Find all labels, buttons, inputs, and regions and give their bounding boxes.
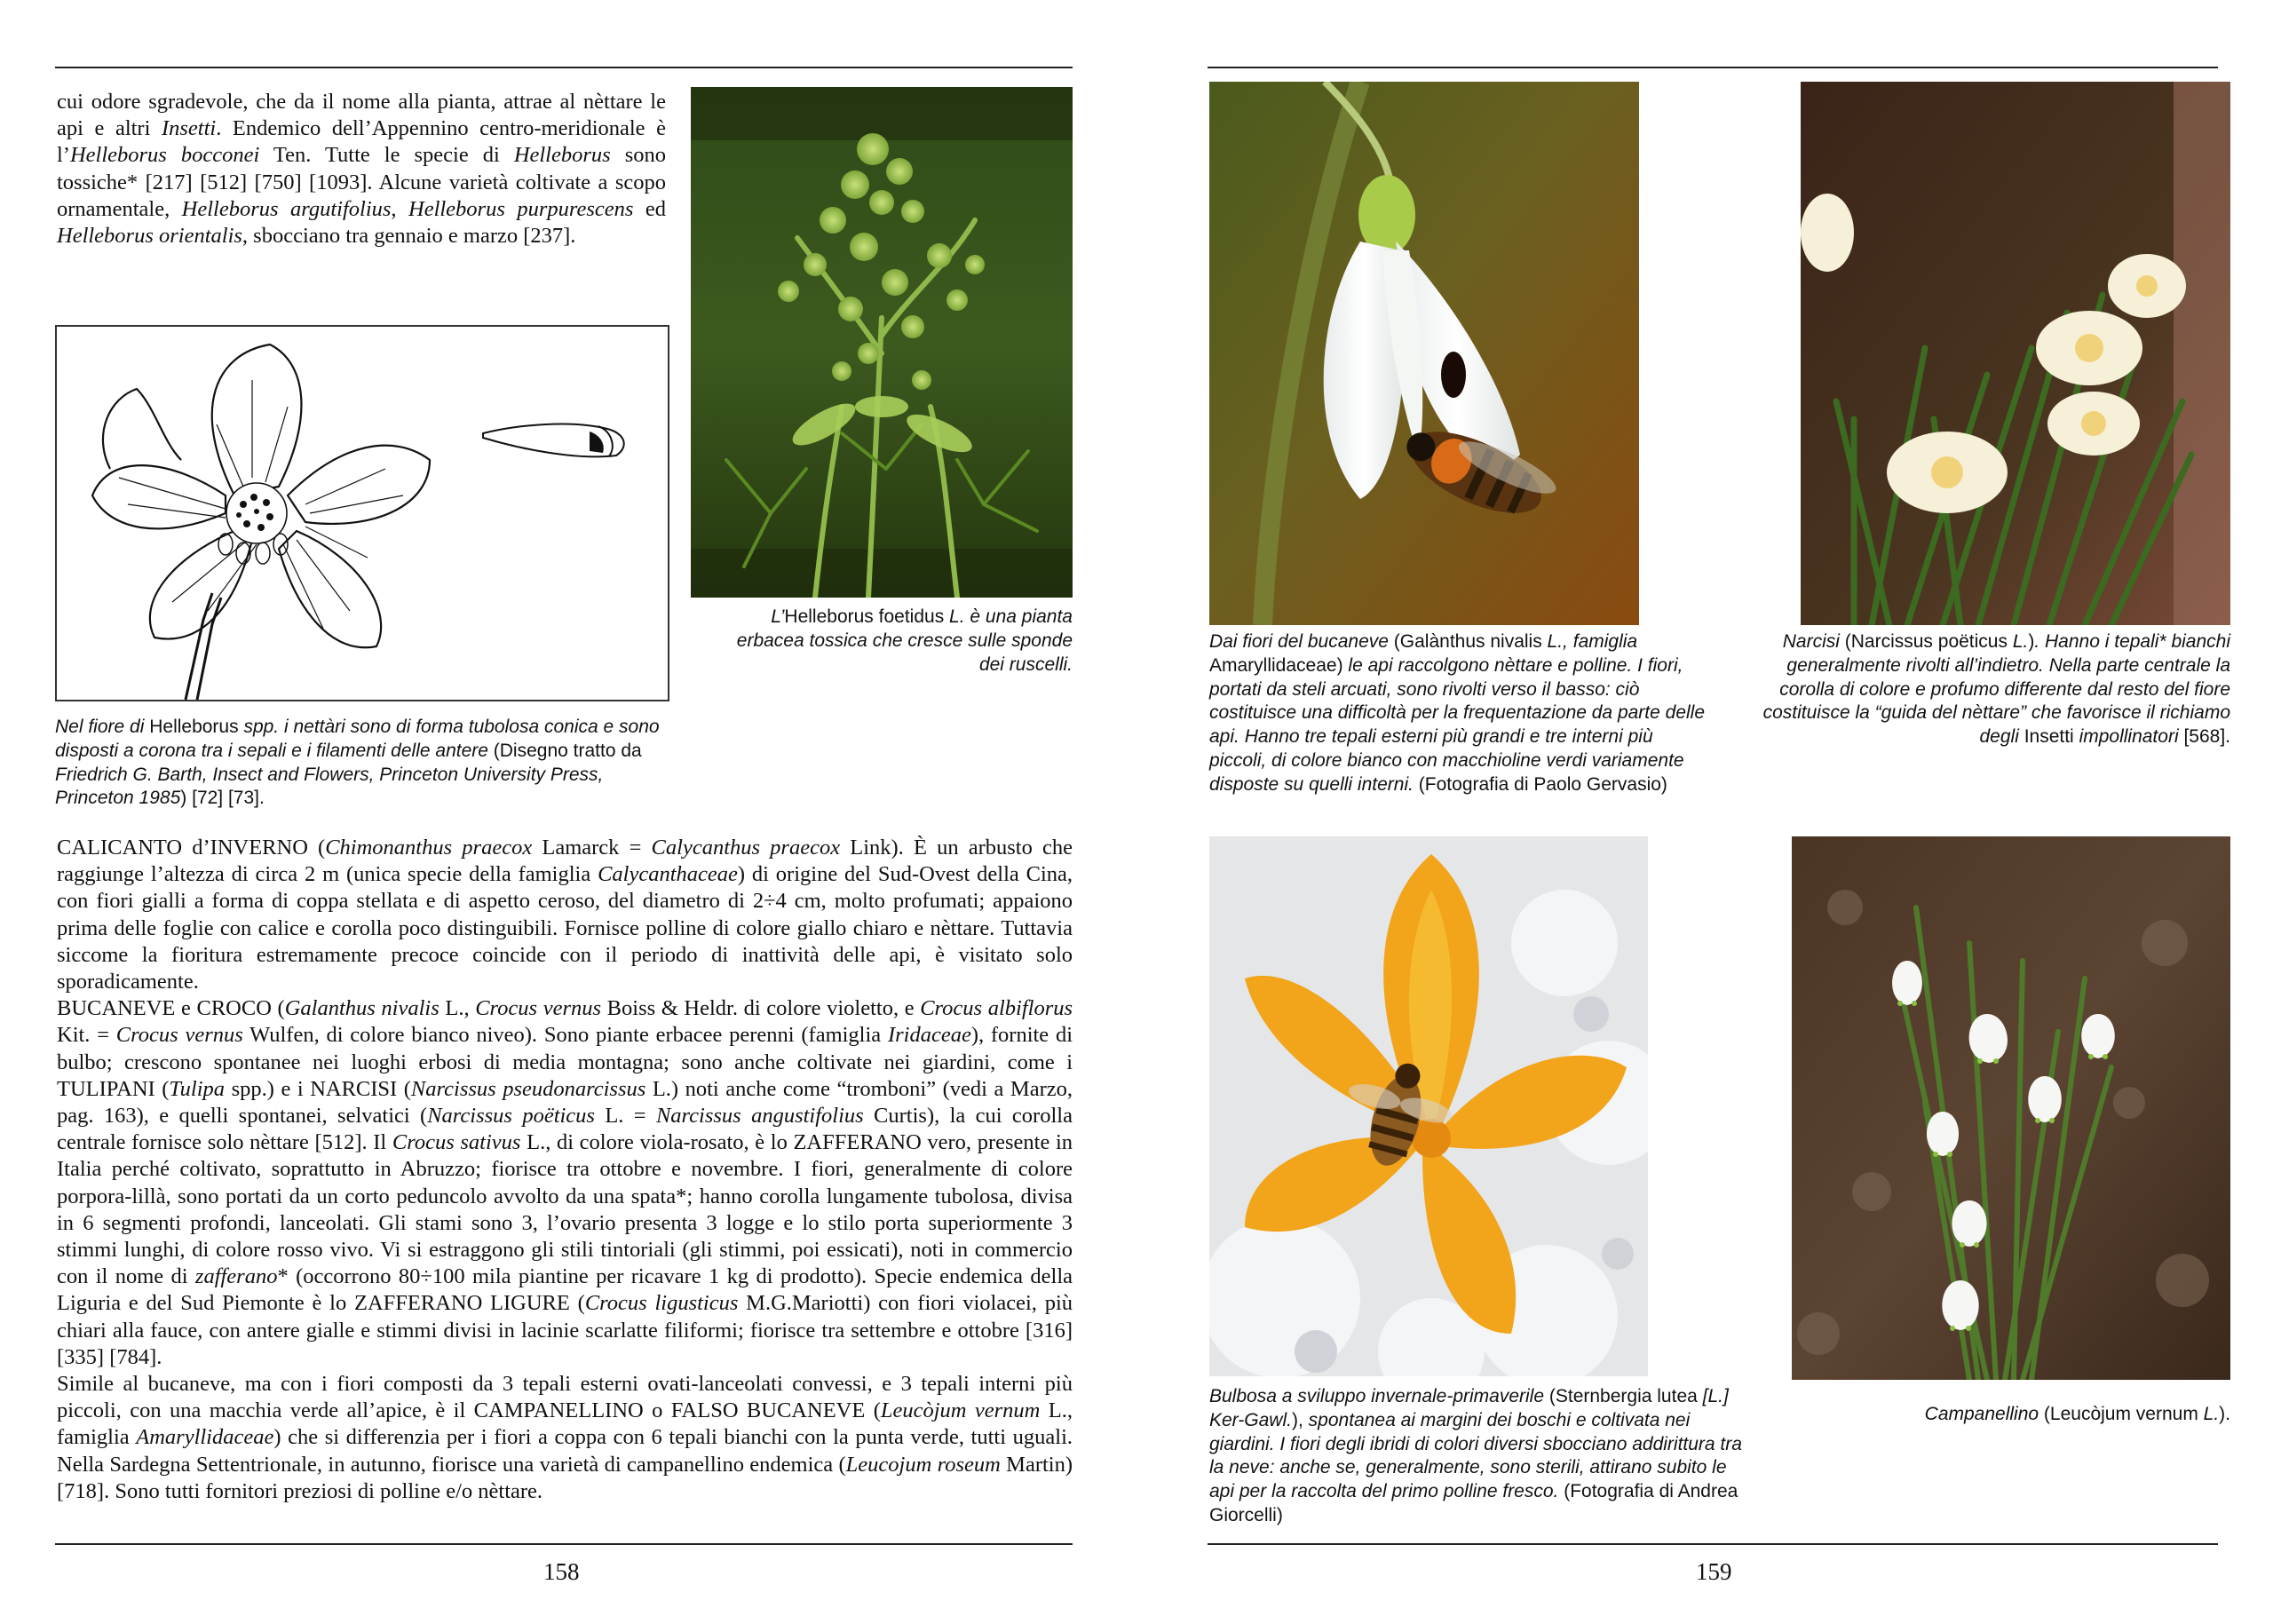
bottom-rule xyxy=(55,1543,1073,1545)
helleborus-foetidus-photo xyxy=(691,87,1073,598)
narcissus-photo xyxy=(1801,82,2230,625)
sternbergia-caption: Bulbosa a sviluppo invernale-primaverile (Sternbergia lutea [L.] Ker-Gawl.), spontanea ai margini dei boschi e coltivata nei giardini. I fiori degli ibridi di colori diversi sbocciano addirittura tra la neve: anche se, generalmente, sono sterili, attirano subito le api per la raccolta del primo polline fresco. (Fotografia di Andrea Giorcelli) xyxy=(1209,1386,1742,1525)
narcissus-caption: Narcisi (Narcissus poëticus L.). Hanno i tepali* bianchi generalmente rivolti all’indietro. Nella parte centrale la corolla di colore e profumo differente dal resto del fiore costituisce la “guida del nèttare” che favorisce il richiamo degli Insetti impollinatori [568]. xyxy=(1762,631,2230,748)
main-text xyxy=(57,835,1073,1505)
intro-paragraph xyxy=(57,89,666,250)
galanthus-caption: Dai fiori del bucaneve (Galànthus nivalis L., famiglia Amaryllidaceae) le api raccolgono nèttare e polline. I fiori, portati da steli arcuati, sono rivolti verso il basso: ciò costituisce una difficoltà per la frequentazione da parte delle api. Hanno tre tepali esterni più grandi e tre interni più piccoli, di colore bianco con macchioline verdi variamente disposte su quelli interni. (Fotografia di Paolo Gervasio) xyxy=(1209,631,1706,795)
sternbergia-bee-photo xyxy=(1209,836,1648,1376)
bucaneve-croco-paragraph: BUCANEVE e CROCO (Galanthus nivalis L., Crocus vernus Boiss & Heldr. di colore violetto, e Crocus albiflorus Kit. = Crocus vernus Wulfen, di colore bianco niveo). Sono piante erbacee perenni (famiglia Iridaceae), fornite di bulbo; crescono spontanee nei luoghi erbosi di media montagna; sono anche coltivate nei giardini, come i TULIPANI (Tulipa spp.) e i NARCISI (Narcissus pseudonarcissus L.) noti anche come “tromboni” (vedi a Marzo, pag. 163), e quelli spontanei, selvatici (Narcissus poëticus L. = Narcissus angustifolius Curtis), la cui corolla centrale fornisce solo nèttare [512]. Il Crocus sativus L., di colore viola-rosato, è lo ZAFFERANO vero, presente in Italia perché coltivato, soprattutto in Abruzzo; fiorisce tra ottobre e novembre. I fiori, generalmente di colore porpora-lillà, sono portati da un corto peduncolo avvolto da una spata*; hanno corolla lungamente tubolosa, divisa in 6 segmenti profondi, lanceolati. Gli stami sono 3, l’ovario presenta 3 logge e lo stilo porta superiormente 3 stimmi lunghi, di colore rosso vivo. Vi si estraggono gli stili tintoriali (gli stimmi, poi essicati), noti in commercio con il nome di zafferano* (occorrono 80÷100 mila piantine per ricavare 1 kg di prodotto). Specie endemica della Liguria e del Sud Piemonte è lo ZAFFERANO LIGURE (Crocus ligusticus M.G.Mariotti) con fiori violacei, più chiari alla fauce, con antere gialle e stimmi divisi in lacinie scarlatte filiformi; fiorisce tra settembre e ottobre [316] [335] [784]. xyxy=(57,996,1073,1369)
top-rule xyxy=(55,67,1073,68)
drawing-caption: Nel fiore di Helleborus spp. i nettàri sono di forma tubolosa conica e sono disposti a corona tra i sepali e i filamenti delle antere (Disegno tratto da Friedrich G. Barth, Insect and Flowers, Princeton University Press, Princeton 1985) [72] [73]. xyxy=(55,717,660,809)
intro-text: cui odore sgradevole, che da il nome alla pianta, attrae al nèttare le api e altri Insetti. Endemico dell’Appennino centro-meridionale è l’Helleborus bocconei Ten. Tutte le specie di Helleborus sono tossiche* [217] [512] [750] [1093]. Alcune varietà coltivate a scopo ornamentale, Helleborus argutifolius, Helleborus purpurescens ed Helleborus orientalis, sbocciano tra gennaio e marzo [237]. xyxy=(57,90,667,249)
page-number: 159 xyxy=(1696,1558,1732,1585)
galanthus-bee-photo xyxy=(1209,82,1639,625)
hellebore-drawing xyxy=(55,325,669,701)
page-number: 158 xyxy=(543,1558,580,1585)
left-page xyxy=(0,0,1136,1624)
top-rule xyxy=(1208,67,2218,68)
helleborus-photo-caption: L’Helleborus foetidus L. è una pianta erbacea tossica che cresce sulle sponde dei ruscelli. xyxy=(736,606,1073,675)
leucojum-caption: Campanellino (Leucòjum vernum L.). xyxy=(1924,1404,2230,1424)
bottom-rule xyxy=(1208,1543,2218,1545)
right-page xyxy=(1136,0,2273,1624)
leucojum-photo xyxy=(1792,836,2230,1380)
campanellino-paragraph: Simile al bucaneve, ma con i fiori composti da 3 tepali esterni ovati-lanceolati convessi, e 3 tepali interni più piccoli, con una macchia verde all’apice, è il CAMPANELLINO o FALSO BUCANEVE (Leucòjum vernum L., famiglia Amaryllidaceae) che si differenzia per i fiori a coppa con 6 tepali bianchi con la punta verde, tutti uguali. Nella Sardegna Settentrionale, in autunno, fiorisce una varietà di campanellino endemica (Leucojum roseum Martin) [718]. Sono tutti fornitori preziosi di polline e/o nèttare. xyxy=(57,1372,1073,1503)
calicanto-paragraph: CALICANTO d’INVERNO (Chimonanthus praecox Lamarck = Calycanthus praecox Link). È un arbusto che raggiunge l’altezza di circa 2 m (unica specie della famiglia Calycanthaceae) di origine del Sud-Ovest della Cina, con fiori gialli a forma di coppa stellata e di aspetto ceroso, del diametro di 2÷4 cm, molto profumati; appaiono prima delle foglie con calice e corolla poco distinguibili. Fornisce polline di colore giallo chiaro e nèttare. Tuttavia siccome la fioritura estremamente precoce coincide con il periodo di inattività delle api, è visitato solo sporadicamente. xyxy=(57,836,1073,994)
